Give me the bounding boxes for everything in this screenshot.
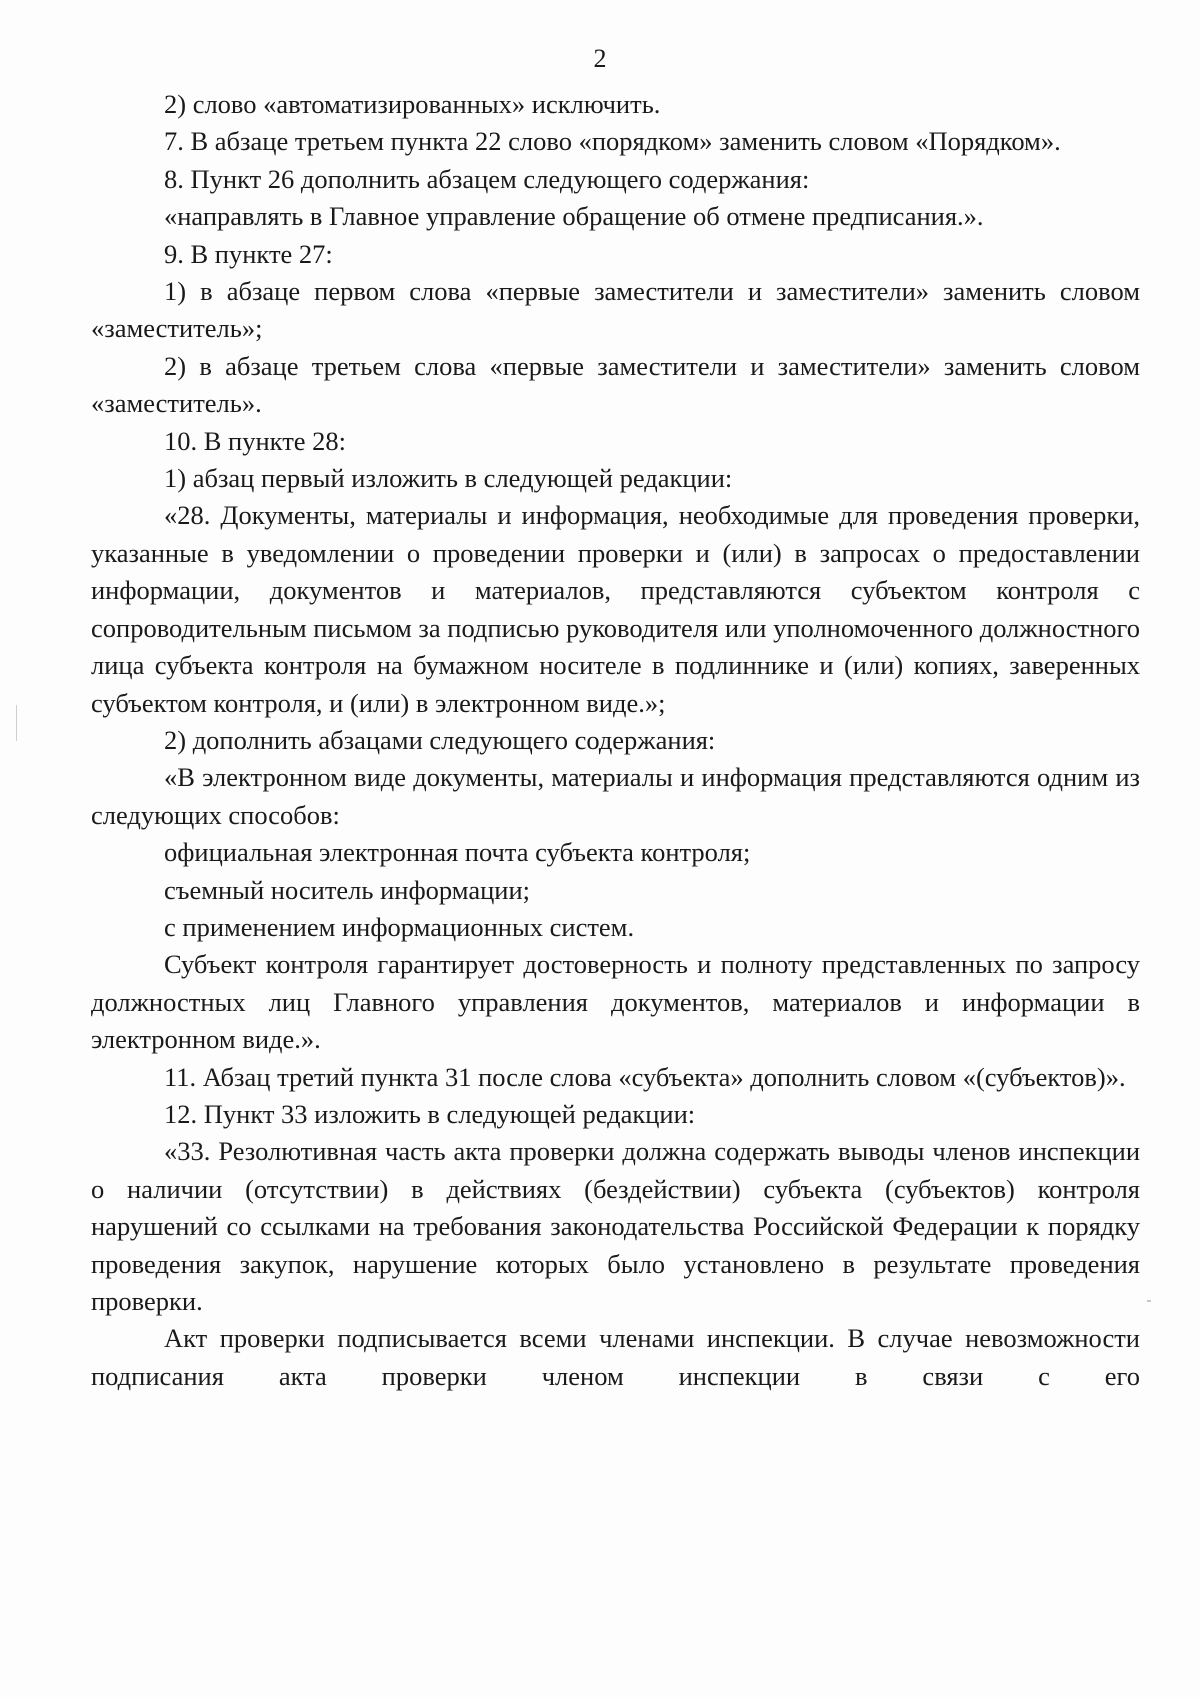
- paragraph: с применением информационных систем.: [164, 911, 635, 942]
- paragraph: 2) в абзаце третьем слова «первые заместители и заместители» заменить словом «заместитель».: [91, 350, 1140, 419]
- paragraph: 12. Пункт 33 изложить в следующей редакции:: [164, 1098, 696, 1129]
- paragraph: «В электронном виде документы, материалы и информация представляются одним из следующих способов:: [91, 762, 1140, 830]
- page-number: 2: [593, 44, 607, 73]
- paragraph: 1) в абзаце первом слова «первые заместители и заместители» заменить словом «заместитель»;: [91, 276, 1140, 344]
- paragraph: Субъект контроля гарантирует достоверность и полноту представленных по запросу должностных лиц Главного управления документов, материалов и информации в электронном виде.».: [91, 949, 1140, 1055]
- paragraph: 10. В пункте 28:: [164, 425, 347, 456]
- paragraph: «33. Резолютивная часть акта проверки должна содержать выводы членов инспекции о наличии (отсутствии) в действиях (бездействии) субъекта (субъектов) контроля нарушений со ссылками на требования законодательства Российской Федерации к порядку проведения закупок, нарушение которых было установлено в результате проведения проверки.: [91, 1136, 1140, 1316]
- paragraph: 8. Пункт 26 дополнить абзацем следующего содержания:: [164, 163, 810, 194]
- paragraph: 2) слово «автоматизированных» исключить.: [164, 89, 661, 119]
- document-body: [91, 86, 1140, 1395]
- paragraph: официальная электронная почта субъекта контроля;: [164, 837, 751, 868]
- scan-artifact: [1147, 1300, 1151, 1302]
- paragraph: 11. Абзац третий пункта 31 после слова «субъекта» дополнить словом «(субъектов)».: [164, 1061, 1126, 1092]
- paragraph: 7. В абзаце третьем пункта 22 слово «порядком» заменить словом «Порядком».: [164, 126, 1061, 157]
- paragraph: 1) абзац первый изложить в следующей редакции:: [164, 463, 733, 494]
- paragraph: 2) дополнить абзацами следующего содержания:: [164, 724, 716, 755]
- paragraph: Акт проверки подписывается всеми членами инспекции. В случае невозможности подписания акта проверки членом инспекции в связи с его: [91, 1323, 1140, 1391]
- paragraph: «28. Документы, материалы и информация, необходимые для проведения проверки, указанные в уведомлении о проведении проверки и (или) в запросах о предоставлении информации, документов и материалов, представляются субъектом контроля с сопроводительным письмом за подписью руководителя или уполномоченного должностного лица субъекта контроля на бумажном носителе в подлиннике и (или) копиях, заверенных субъектом контроля, и (или) в электронном виде.»;: [91, 500, 1140, 718]
- scan-artifact: [16, 705, 17, 741]
- paragraph: съемный носитель информации;: [164, 874, 530, 905]
- paragraph: 9. В пункте 27:: [164, 238, 333, 269]
- paragraph: «направлять в Главное управление обращение об отмене предписания.».: [164, 201, 984, 232]
